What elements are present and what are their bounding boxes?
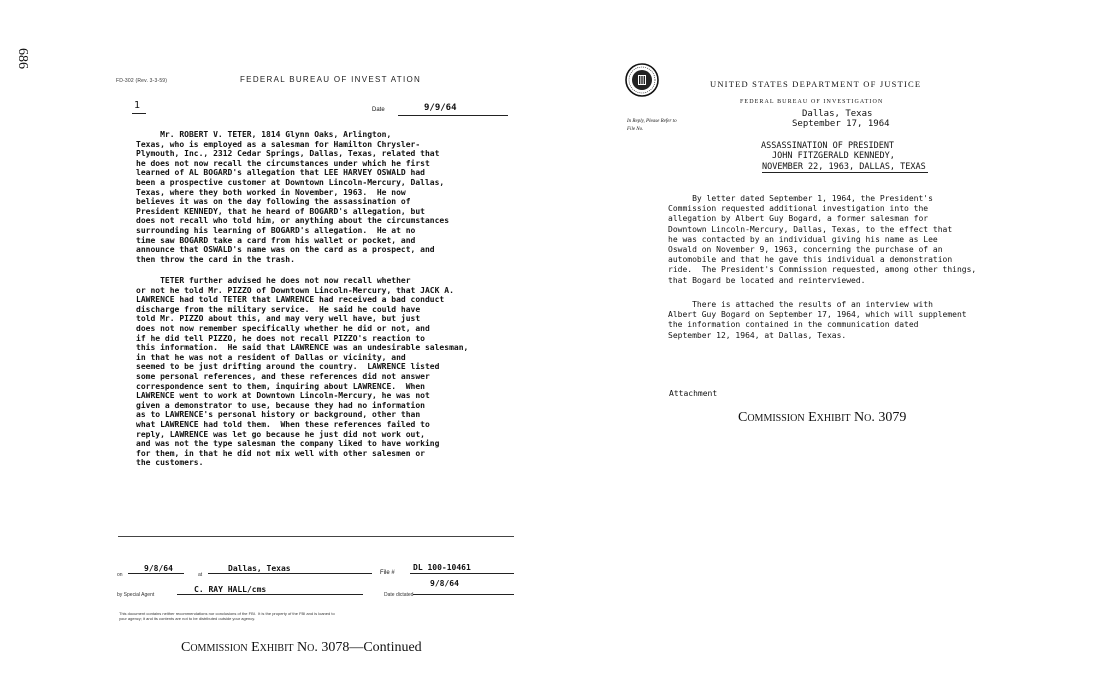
footer-on-value: 9/8/64: [144, 564, 173, 573]
right-subject-line-2: JOHN FITZGERALD KENNEDY,: [772, 151, 895, 161]
footer-rule: [118, 536, 514, 537]
right-bureau: FEDERAL BUREAU OF INVESTIGATION: [740, 99, 884, 105]
footer-file-line: [410, 573, 514, 574]
form-id: FD-302 (Rev. 3-3-59): [116, 78, 168, 84]
right-date: September 17, 1964: [792, 119, 890, 129]
date-label: Date: [372, 107, 385, 113]
right-department: UNITED STATES DEPARTMENT OF JUSTICE: [710, 79, 922, 89]
right-paragraph-2: There is attached the results of an interview with Albert Guy Bogard on September 17, 1964, which will supplement the information contained in the communication dated September 12, 1964, at Dallas, Texas.: [668, 300, 967, 340]
right-reply-note: In Reply, Please Refer to File No.: [627, 119, 677, 132]
footer-dictated-line: [413, 594, 514, 595]
footer-dictated-value: 9/8/64: [430, 579, 459, 588]
footer-agent-value: C. RAY HALL/cms: [194, 585, 267, 594]
page-num-underline: [132, 113, 146, 114]
footer-at-line: [208, 573, 372, 574]
right-city: Dallas, Texas: [802, 109, 873, 119]
footer-on-label: on: [117, 572, 123, 578]
page-number: 686: [15, 48, 30, 69]
right-exhibit-caption: Commission Exhibit No. 3079: [738, 410, 907, 425]
footer-on-line: [128, 573, 184, 574]
fbi-seal-icon: [625, 63, 659, 97]
left-exhibit-caption: [181, 640, 422, 656]
footer-agent-label: by Special Agent: [117, 592, 155, 598]
subject-underline: [762, 172, 928, 173]
footer-file-value: DL 100-10461: [413, 563, 471, 572]
date-value: 9/9/64: [424, 103, 457, 113]
left-caption-prefix: Commission Exhibit No. 3078: [181, 640, 350, 655]
left-page-num: 1: [134, 100, 141, 111]
footer-disclaimer: This document contains neither recommendations nor conclusions of the FBI. It is the property of the FBI and is loaned to your agency; it and its contents are not to be distributed outside your agency.: [119, 611, 335, 621]
left-header: FEDERAL BUREAU OF INVEST ATION: [240, 75, 422, 84]
left-paragraph-1: Mr. ROBERT V. TETER, 1814 Glynn Oaks, Arlington, Texas, who is employed as a salesman for Hamilton Chrysler- Plymouth, Inc., 2312 Cedar Springs, Dallas, Texas, related that he does not now recall the circumstances under which he first learned of AL BOGARD's allegation that LEE HARVEY OSWALD had been a prospective customer at Downtown Lincoln-Mercury, Dallas, Texas, where they both worked in November, 1963. He now believes it was on the day following the assassination of President KENNEDY, that he heard of BOGARD's allegation, but does not recall who told him, or anything about the circumstances surrounding his learning of BOGARD's allegation. He at no time saw BOGARD take a card from his wallet or pocket, and announce that OSWALD's name was on the card as a prospect, and then throw the card in the trash.: [136, 130, 450, 264]
left-caption-suffix: —Continued: [349, 640, 422, 655]
footer-agent-line: [177, 594, 363, 595]
footer-at-value: Dallas, Texas: [228, 564, 291, 573]
date-line: [398, 115, 508, 116]
footer-dictated-label: Date dictated: [384, 592, 414, 598]
right-subject-line-3: NOVEMBER 22, 1963, DALLAS, TEXAS: [762, 162, 926, 172]
footer-at-label: at: [198, 572, 203, 578]
right-attachment: Attachment: [669, 389, 718, 398]
right-paragraph-1: By letter dated September 1, 1964, the President's Commission requested additional investigation into the allegation by Albert Guy Bogard, a former salesman for Downtown Lincoln-Mercury, Dallas, Texas, to the effect that he was contacted by an individual giving his name as Lee Oswald on November 9, 1963, concerning the purchase of an automobile and that he gave this individual a demonstration ride. The President's Commission requested, among other things, that Bogard be located and reinterviewed.: [668, 194, 977, 285]
right-subject-line-1: ASSASSINATION OF PRESIDENT: [761, 141, 895, 151]
footer-file-label: File #: [380, 570, 395, 576]
left-paragraph-2: TETER further advised he does not now recall whether or not he told Mr. PIZZO of Downtown Lincoln-Mercury, that JACK A. LAWRENCE had told TETER that LAWRENCE had received a bad conduct discharge from the military service. He said he could have told Mr. PIZZO about this, and may very well have, but just does not now remember specifically whether he did or not, and if he did tell PIZZO, he does not recall PIZZO's reaction to this information. He said that LAWRENCE was an undesirable salesman, in that he was not a resident of Dallas or vicinity, and seemed to be just drifting around the country. LAWRENCE listed some personal references, and these references did not answer correspondence sent to them, inquiring about LAWRENCE. When LAWRENCE went to work at Downtown Lincoln-Mercury, he was not given a demonstrator to use, because they had no information as to LAWRENCE's personal history or background, other than what LAWRENCE had told them. When these references failed to reply, LAWRENCE was let go because he just did not work out, and was not the type salesman the company liked to have working for them, in that he did not mix well with other salesmen or the customers.: [136, 276, 469, 468]
